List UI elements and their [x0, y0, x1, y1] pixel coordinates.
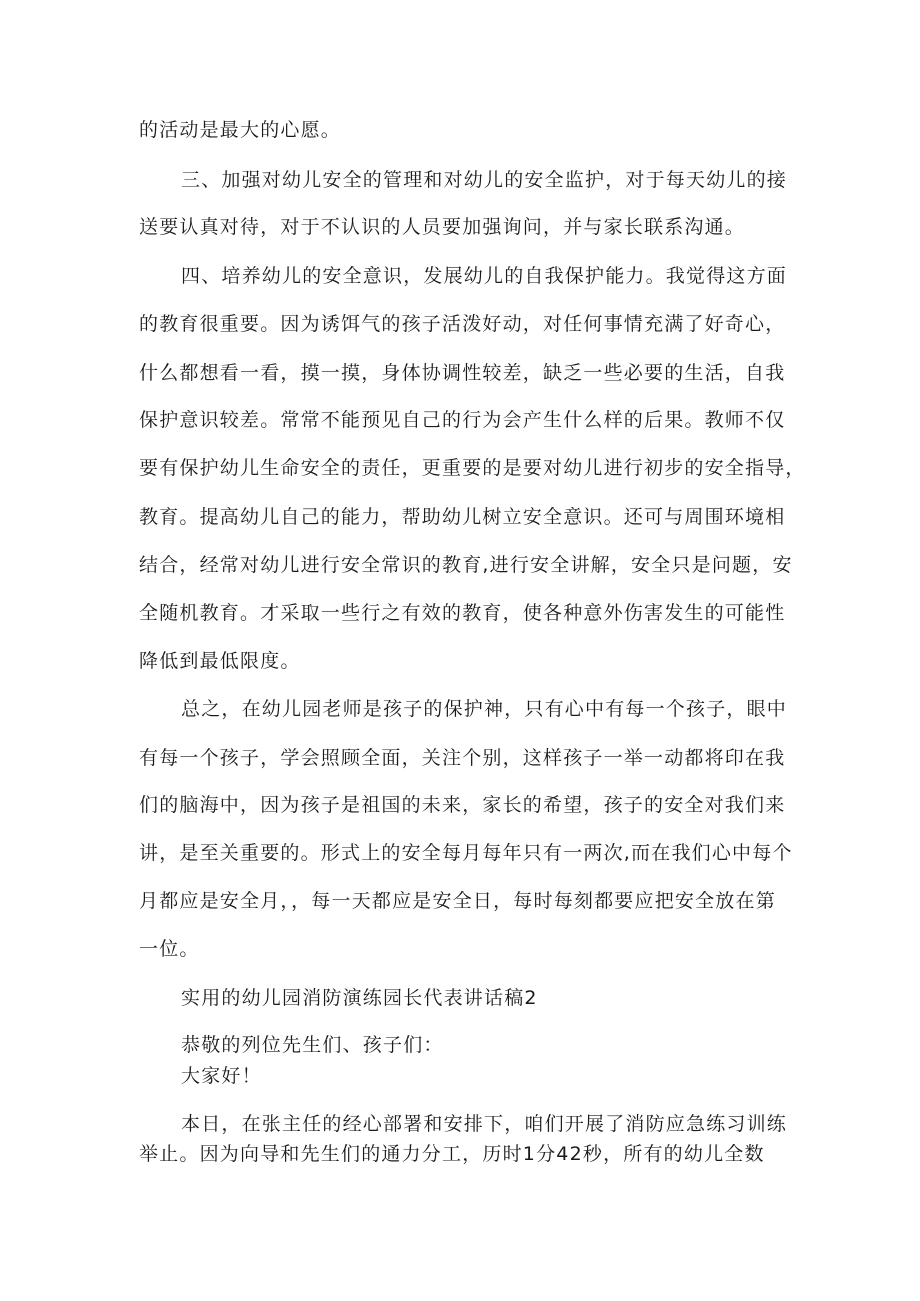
- salutation: 恭敬的列位先生们、孩子们：: [181, 1034, 444, 1056]
- text-line: 们的脑海中，因为孩子是祖国的未来，家长的希望，孩子的安全对我们来: [139, 794, 786, 816]
- text-line: 保护意识较差。常常不能预见自己的行为会产生什么样的后果。教师不仅: [139, 409, 786, 431]
- text-line: 教育。提高幼儿自己的能力，帮助幼儿树立安全意识。还可与周围环境相: [139, 506, 786, 528]
- text-line: 降低到最低限度。: [139, 650, 301, 672]
- text-line: 月都应是安全月，，每一天都应是安全日，每时每刻都要应把安全放在第: [139, 890, 776, 912]
- text-line: 结合，经常对幼儿进行安全常识的教育,进行安全讲解，安全只是问题，安: [139, 554, 793, 576]
- paragraph-line: 四、培养幼儿的安全意识，发展幼儿的自我保护能力。我觉得这方面: [181, 265, 788, 287]
- text-line: 的教育很重要。因为诱饵气的孩子活泼好动，对任何事情充满了好奇心，: [139, 313, 786, 335]
- greeting: 大家好！: [181, 1065, 262, 1087]
- text-line: 的活动是最大的心愿。: [139, 119, 342, 141]
- text-line: 送要认真对待，对于不认识的人员要加强询问，并与家长联系沟通。: [139, 216, 746, 238]
- text-line: 什么都想看一看，摸一摸，身体协调性较差，缺乏一些必要的生活，自我: [139, 362, 786, 384]
- text-line: 讲，是至关重要的。形式上的安全每月每年只有一两次,而在我们心中每个: [139, 842, 793, 864]
- text-line: 要有保护幼儿生命安全的责任，更重要的是要对幼儿进行初步的安全指导，: [139, 457, 806, 479]
- text-line: 举止。因为向导和先生们的通力分工，历时1分42秒，所有的幼儿全数: [139, 1143, 765, 1165]
- paragraph-line: 三、加强对幼儿安全的管理和对幼儿的安全监护，对于每天幼儿的接: [181, 169, 788, 191]
- text-line: 有每一个孩子，学会照顾全面，关注个别，这样孩子一举一动都将印在我: [139, 747, 786, 769]
- paragraph-line: 本日，在张主任的经心部署和安排下，咱们开展了消防应急练习训练: [181, 1113, 788, 1135]
- text-line: 一位。: [139, 938, 200, 960]
- text-line: 全随机教育。才采取一些行之有效的教育，使各种意外伤害发生的可能性: [139, 602, 786, 624]
- paragraph-line: 总之，在幼儿园老师是孩子的保护神，只有心中有每一个孩子，眼中: [181, 698, 788, 720]
- section-title: 实用的幼儿园消防演练园长代表讲话稿2: [181, 987, 538, 1009]
